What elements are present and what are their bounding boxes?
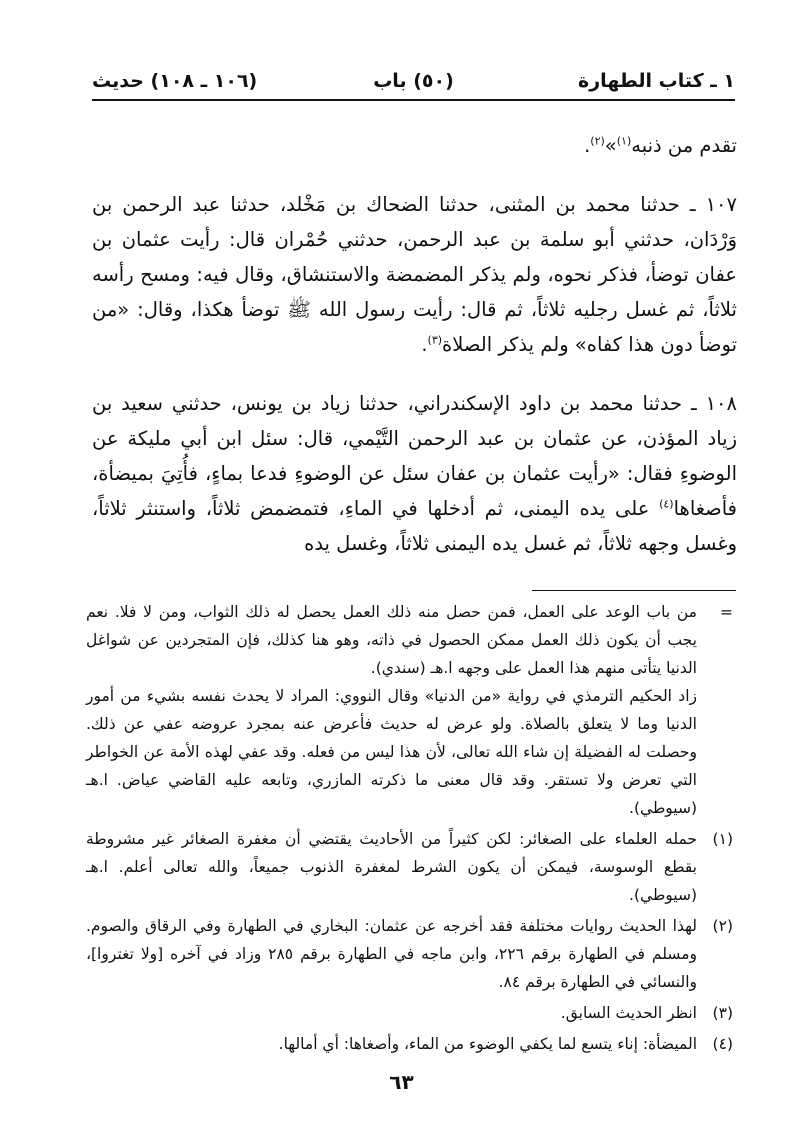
footnote-text: زاد الحكيم الترمذي في رواية «من الدنيا» وقال النووي: المراد لا يحدث نفسه بشيء من أمور الدنيا وما لا يتعلق بالصلاة. ولو عرض له حديث فأعرض عنه بمجرد عروضه عفي عن ذلك. وحصلت له الفضيلة إن شاء الله تعالى، لأن هذا ليس من فعله. وقد عفي لهذه الأمة عن الخواطر التي تعرض ولا تستقر. وقد قال معنى ما ذكرته المازري، وتابعه عليه القاضي عياض. ا.هـ (سيوطي). bbox=[86, 687, 697, 817]
hadith-108: ١٠٨ ـ حدثنا محمد بن داود الإسكندراني، حدثنا زياد بن يونس، حدثني سعيد بن زياد المؤذن، عن عثمان بن عبد الرحمن التَّيْمي، قال: سئل ابن أبي مليكة عن الوضوءِ فقال: «رأيت عثمان بن عفان سئل عن الوضوءِ فدعا بماءٍ، فأُتِيَ بميضأة، فأصغاها$^{(٤)}$ على يده اليمنى، ثم أدخلها في الماءِ، فتمضمض ثلاثاً، واستنثر ثلاثاً، وغسل وجهه ثلاثاً، ثم غسل يده اليمنى ثلاثاً، وغسل يده bbox=[92, 392, 737, 555]
continuation-paragraph: تقدم من ذنبه$^{(١)}$»$^{(٢)}$. bbox=[584, 134, 737, 157]
hadith-range: (١٠٦ ـ ١٠٨) حديث bbox=[92, 70, 258, 92]
chapter-title: (٥٠) باب bbox=[373, 70, 454, 92]
footnote-mark: (١) bbox=[712, 830, 733, 848]
footnote-1 bbox=[86, 825, 733, 909]
running-header bbox=[92, 66, 735, 96]
footnotes bbox=[86, 598, 733, 1061]
footnote-text: حمله العلماء على الصغائر: لكن كثيراً من الأحاديث يقتضي أن مغفرة الصغائر غير مشروطة بقطع الوسوسة، فيمكن أن يكون الشرط لمغفرة الذنوب جميعاً، والله تعالى أعلم. ا.هـ (سيوطي). bbox=[86, 830, 697, 904]
footnote-text: انظر الحديث السابق. bbox=[560, 1004, 697, 1022]
footnote-ref: (٤) bbox=[659, 497, 674, 511]
footnote-mark: (٤) bbox=[712, 1035, 733, 1053]
footnote-separator bbox=[532, 590, 736, 591]
footnote-text: الميضأة: إناء يتسع لما يكفي الوضوء من الماء، وأصغاها: أي أمالها. bbox=[278, 1035, 697, 1053]
footnote-text: لهذا الحديث روايات مختلفة فقد أخرجه عن عثمان: البخاري في الطهارة وفي الرقاق والصوم. ومسلم في الطهارة برقم ٢٢٦، وابن ماجه في الطهارة برقم ٢٨٥ وزاد في آخره [ولا تغتروا]، والنسائي في الطهارة برقم ٨٤. bbox=[86, 917, 697, 991]
footnote-text: من باب الوعد على العمل، فمن حصل منه ذلك العمل يحصل له ذلك الثواب، ومن لا فلا. نعم يجب أن يكون ذلك العمل ممكن الحصول في ذاته، وهو هنا كذلك، فإن المتجردين عن شواغل الدنيا يتأتى منهم هذا العمل على وجهه ا.هـ (سندي). bbox=[86, 603, 697, 677]
footnote-continued bbox=[86, 598, 733, 822]
footnote-4 bbox=[86, 1030, 733, 1058]
main-text bbox=[92, 128, 737, 561]
footnote-ref: (١) bbox=[616, 134, 632, 148]
hadith-107: ١٠٧ ـ حدثنا محمد بن المثنى، حدثنا الضحاك بن مَخْلد، حدثنا عبد الرحمن بن وَرْدَان، حدثني أبو سلمة بن عبد الرحمن، حدثني حُمْران قال: رأيت عثمان بن عفان توضأ، فذكر نحوه، ولم يذكر المضمضة والاستنشاق، وقال فيه: ومسح رأسه ثلاثاً، ثم غسل رجليه ثلاثاً، ثم قال: رأيت رسول الله ﷺ توضأ هكذا، وقال: «من توضأ دون هذا كفاه» ولم يذكر الصلاة$^{(٣)}$. bbox=[92, 193, 737, 356]
footnote-mark: = bbox=[720, 603, 733, 621]
footnote-mark: (٢) bbox=[712, 917, 733, 935]
header-rule bbox=[92, 99, 735, 101]
footnote-2 bbox=[86, 912, 733, 996]
footnote-3 bbox=[86, 999, 733, 1027]
footnote-ref: (٢) bbox=[590, 134, 605, 148]
page-number: ٦٣ bbox=[389, 1070, 414, 1094]
footnote-mark: (٣) bbox=[712, 1004, 733, 1022]
book-section-title: ١ ـ كتاب الطهارة bbox=[578, 70, 735, 92]
footnote-ref: (٣) bbox=[427, 333, 443, 347]
